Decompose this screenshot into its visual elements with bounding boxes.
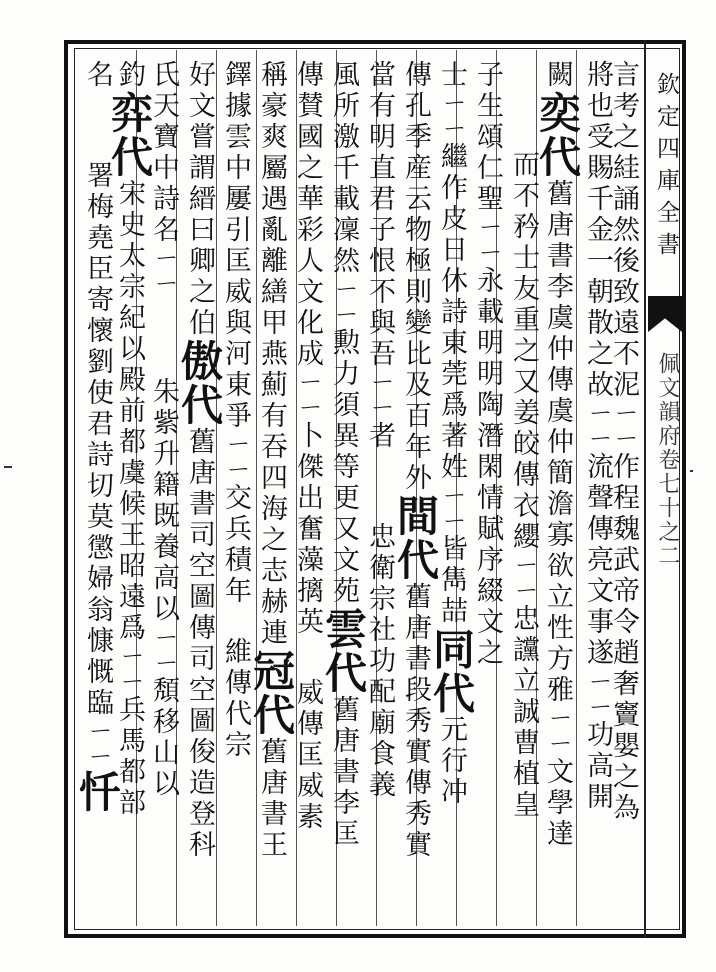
column-text: 而不矜士友重之又姜皎傳衣纓ㄧㄧ忠讜立誠曹植皇	[508, 150, 539, 822]
column-text: 士ㄧㄧ繼作皮日休詩東莞爲著姓ㄧㄧ皆雋喆	[436, 60, 467, 628]
column-rule	[216, 50, 217, 926]
column-text: 威傳匡威素	[292, 678, 323, 834]
column-text: 稱豪爽屬遇亂離繕甲燕薊有吞四海之志赫連	[256, 60, 287, 649]
column-text: 傳孔季産云物極則變比及百年	[400, 60, 431, 463]
headword: 忏	[73, 770, 122, 815]
column-text: 言考之絓誦然後致遠不泥ㄧㄧ作程魏武帝令趙奢竇嬰之為	[608, 60, 639, 825]
book-title: 欽定四庫全書	[653, 72, 679, 264]
column-text: 風所激千載凜然ㄧㄧ勲力須異等更又文苑	[328, 60, 359, 608]
column-text: 宋史太宗紀以殿前都虞候王昭遠爲ㄧㄧ兵馬都部	[114, 179, 145, 820]
text-column	[533, 60, 582, 851]
column-text: 元行冲	[436, 715, 467, 809]
text-column	[470, 60, 504, 669]
headword: 傲代	[175, 339, 224, 427]
headword: 雲代	[319, 607, 368, 696]
column-text: 舊唐書段秀實傳秀實	[400, 582, 431, 861]
column-text: 舊唐書李匡	[328, 695, 359, 851]
column-text: 維傳代宗	[220, 637, 251, 762]
text-column	[105, 60, 154, 820]
column-text: 名	[82, 60, 113, 91]
column-text: 氏天寶中詩名ㄧㄧ	[148, 60, 179, 298]
text-column	[580, 60, 614, 813]
column-text: 舊唐書司空圖傳司空圖俊造登科	[184, 427, 215, 861]
headword: 同代	[427, 627, 476, 716]
text-column	[73, 60, 122, 815]
column-text: 闕	[542, 60, 573, 91]
scan-speck	[4, 466, 12, 468]
headword: 冠代	[247, 649, 296, 737]
column-text: 子生頌仁聖ㄧㄧ永載明明陶潛閑情賦序綴文之	[472, 60, 503, 670]
text-column	[247, 60, 296, 861]
column-text: 朱紫升籍既養高以ㄧㄧ頽移山以	[148, 377, 179, 801]
text-column	[319, 60, 368, 851]
column-text: 忠衛宗社功配廟食義	[364, 522, 395, 802]
text-column	[175, 60, 224, 861]
column-text: 外	[400, 463, 431, 494]
headword: 弈代	[105, 91, 154, 179]
text-column	[427, 60, 476, 809]
headword: 間代	[391, 494, 440, 582]
text-column	[506, 150, 540, 821]
scan-speck	[690, 470, 693, 472]
column-text: 好文嘗謂縉曰卿之伯	[184, 60, 215, 339]
column-text: 鐸據雲中屢引匡威與河東爭ㄧㄧ交兵積年	[220, 60, 251, 608]
column-text: 署梅堯臣寄懷劉使君詩切莫懲婦翁慷慨臨ㄧㄧ	[82, 161, 113, 771]
column-text: 舊唐書李虞仲傳虞仲簡澹寡欲立性方雅ㄧㄧ文學達	[542, 179, 573, 851]
column-text: 當有明直君子恨不與吾ㄧㄧ者	[364, 60, 395, 453]
column-text: 釣	[114, 60, 145, 91]
column-text: 將也受賜千金一朝散之故ㄧㄧ流聲傳亮文事遂ㄧㄧ功高開	[582, 60, 613, 814]
section-name: 佩文韻府	[655, 352, 680, 448]
column-text: 傳賛國之華彩人文化成ㄧㄧ卜傑出奮藻摛英	[292, 60, 323, 639]
text-column	[391, 60, 440, 861]
column-rule	[576, 50, 577, 926]
headword: 奕代	[533, 91, 582, 179]
column-text: 舊唐書王	[256, 737, 287, 861]
volume-number: 卷七十之二	[655, 448, 680, 568]
volume-label	[652, 352, 683, 568]
